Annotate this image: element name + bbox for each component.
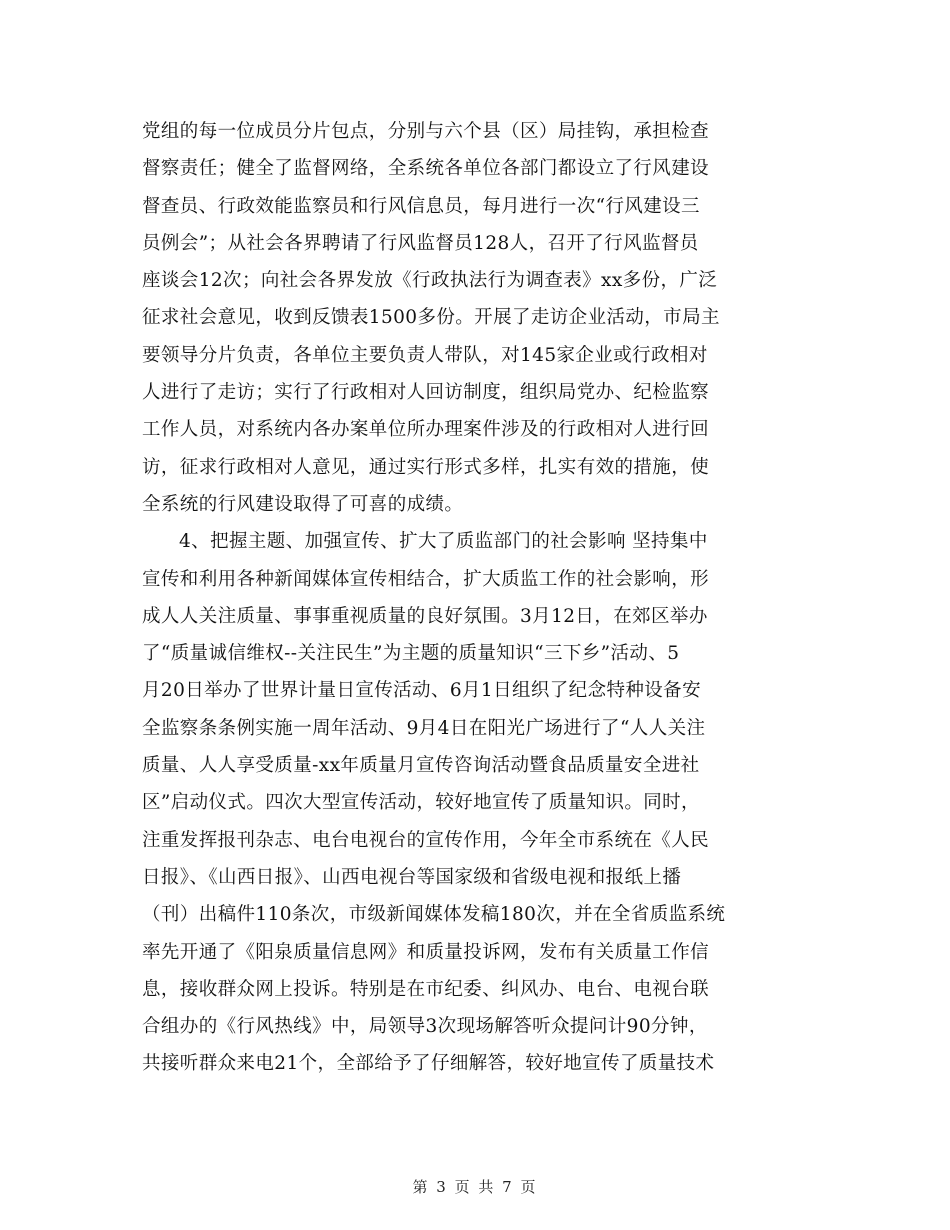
text-line: 合组办的《行风热线》中，局领导3次现场解答听众提问计90分钟， [142,1016,708,1038]
text-line: 了“质量诚信维权--关注民生”为主题的质量知识“三下乡”活动、5 [142,643,680,665]
text-line: 征求社会意见，收到反馈表1500多份。开展了走访企业活动，市局主 [142,307,720,329]
text-line: 共接听群众来电21个，全部给予了仔细解答，较好地宣传了质量技术 [142,1053,715,1075]
text-line: 座谈会12次；向社会各界发放《行政执法行为调查表》xx多份，广泛 [142,270,718,292]
text-line: 督查员、行政效能监察员和行风信息员，每月进行一次“行风建设三 [142,195,700,217]
text-line: 人进行了走访；实行了行政相对人回访制度，组织局党办、纪检监察 [142,382,710,404]
text-line: 工作人员，对系统内各办案单位所办理案件涉及的行政相对人进行回 [142,419,710,441]
body-text [142,113,814,1083]
text-line: 日报》、《山西日报》、山西电视台等国家级和省级电视和报纸上播 [142,866,682,888]
text-line: 率先开通了《阳泉质量信息网》和质量投诉网，发布有关质量工作信 [142,941,710,963]
text-line: 访，征求行政相对人意见，通过实行形式多样，扎实有效的措施，使 [142,456,710,478]
text-line: 督察责任；健全了监督网络，全系统各单位各部门都设立了行风建设 [142,158,710,180]
text-line: 全系统的行风建设取得了可喜的成绩。 [142,493,464,515]
text-line: 员例会”；从社会各界聘请了行风监督员128人，召开了行风监督员 [142,232,699,254]
text-line: 宣传和利用各种新闻媒体宣传相结合，扩大质监工作的社会影响，形 [142,568,710,590]
text-line: 全监察条条例实施一周年活动、9月4日在阳光广场进行了“人人关注 [142,717,706,739]
text-line: 息，接收群众网上投诉。特别是在市纪委、纠风办、电台、电视台联 [142,978,710,1000]
text-line: 要领导分片负责，各单位主要负责人带队，对145家企业或行政相对 [142,344,708,366]
page-number-footer: 第 3 页 共 7 页 [412,1178,538,1196]
text-line: 月20日举办了世界计量日宣传活动、6月1日组织了纪念特种设备安 [142,680,701,702]
text-line: 党组的每一位成员分片包点，分别与六个县（区）局挂钩，承担检查 [142,121,710,142]
text-line: （刊）出稿件110条次，市级新闻媒体发稿180次，并在全省质监系统 [142,904,726,926]
text-line: 区”启动仪式。四次大型宣传活动，较好地宣传了质量知识。同时， [142,792,700,814]
text-line: 质量、人人享受质量-xx年质量月宣传咨询活动暨食品质量安全进社 [142,755,700,777]
section-heading-line: 4、把握主题、加强宣传、扩大了质监部门的社会影响 坚持集中 [179,531,708,553]
text-line: 注重发挥报刊杂志、电台电视台的宣传作用，今年全市系统在《人民 [142,829,710,851]
text-line: 成人人关注质量、事事重视质量的良好氛围。3月12日，在郊区举办 [142,605,708,627]
